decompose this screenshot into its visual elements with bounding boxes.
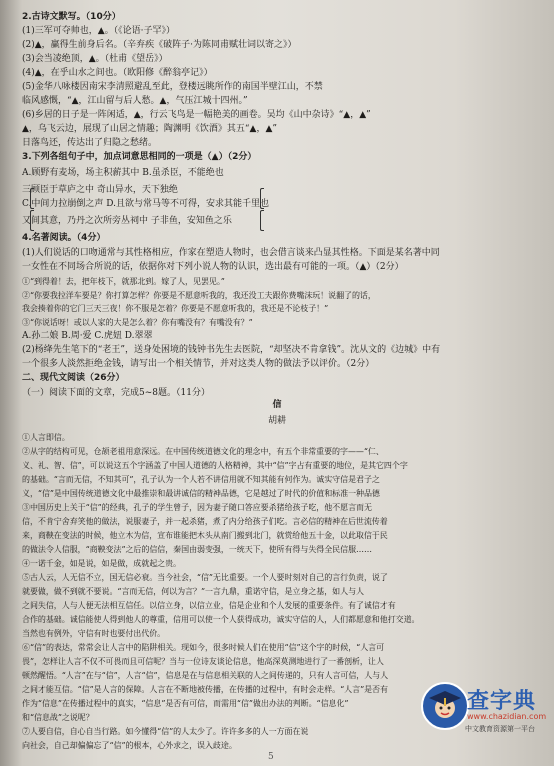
text-line: 2.古诗文默写。（10分） (22, 12, 121, 22)
option-brace-a (30, 188, 34, 209)
text-line: 一个很多人淡然拒绝金钱，请写出一个相关情节，并对这类人物的做法予以评价。（2分） (22, 359, 375, 369)
option-brace-c (30, 210, 34, 231)
text-line: 我会揍着你的它门三天三夜！你不服是怎着？你要是不愿意听我的，我还是不论枝子！” (22, 304, 329, 313)
text-line: 义、礼、智、信”，可以说这五个字涵盖了中国人道德的人格精神，其中“信”字占有重要的地位，是其它四个字 (22, 461, 408, 470)
logo-subtitle: 中文教育资源第一平台 (465, 725, 535, 733)
text-line: (2)杨绛先生笔下的“老王”，送身处困境的钱钟书先生去医院，“却坚决不肯拿钱”。沈从文的《边城》中有 (22, 345, 441, 355)
text-line: ④一诺千金，如是说，如是做，成就起之贵。 (22, 559, 181, 568)
text-line: ②从字的结构可见，仓颉老祖用意深远。在中国传统道德文化的理念中，有五个非常重要的字——“仁、 (22, 447, 384, 456)
option-brace-b (260, 188, 264, 209)
graduation-cap-icon (421, 682, 469, 730)
text-line: 信，不肯宁舍弃笑他的做法，说服妻子，并一起杀猪，煮了内分给孩子们吃。言必信的精神在后世流传着 (22, 517, 388, 526)
text-line: A.顾野有麦场，场主积薪其中 B.虽杀臣，不能绝也 (22, 168, 224, 178)
text-line: 临风感慨，“▲，江山留与后人愁。▲，气压江城十四州。” (22, 96, 248, 106)
text-line: ①人言即信。 (22, 433, 70, 442)
page-edge-shadow (0, 0, 22, 766)
page-number: 5 (268, 752, 274, 762)
text-line: 信 (272, 400, 282, 410)
text-line: (3)会当凌绝顶，▲。（杜甫《望岳》） (22, 54, 168, 64)
text-line: ③“你说话呀！或以人家的大是怎么着？你有嘴没有？有嘴没有？” (22, 318, 253, 327)
text-line: 三顾臣于草庐之中 奇山异水，天下独绝 (22, 185, 178, 195)
text-line: (2)▲，赢得生前身后名。（辛弃疾《破阵子·为陈同甫赋壮词以寄之》） (22, 40, 297, 50)
text-line: A.孙二娘 B.周·爱 C.虎妞 D.翠翠 (22, 331, 153, 341)
text-line: C.中间力拉崩倒之声 D.且欲与常马等不可得，安求其能千里也 (22, 199, 270, 209)
text-line: 就要做，做不到就不要说。“言而无信，何以为言？”一言九鼎，重诺守信，是立身之基，如人与人 (22, 587, 364, 596)
text-line: 又间其意，乃丹之次所旁丛祠中 子非鱼，安知鱼之乐 (22, 216, 232, 226)
text-line: 3.下列各组句子中，加点词意思相同的一项是（▲）（2分） (22, 152, 257, 162)
text-line: 义，“信”是中国传统道德文化中最推崇和最讲诚信的精神品德，它是越过了时代的价值和标准一种品德 (22, 489, 380, 498)
text-line: 的基础。“言而无信，不知其可”，孔子认为一个人若不讲信用就不知其能有何作为。诚实守信是君子之 (22, 475, 380, 484)
text-line: 二、现代文阅读（26分） (22, 373, 125, 383)
logo-url: www.chazidian.com (467, 712, 547, 721)
text-line: (4)▲，在乎山水之间也。（欧阳修《醉翁亭记》） (22, 68, 213, 78)
text-line: ⑤古人云，人无信不立，国无信必衰。当今社会，“信”无比重要。一个人要时刻对自己的言行负责，说了 (22, 573, 388, 582)
text-line: 当然也有例外，守信有时也要付出代价。 (22, 629, 166, 638)
text-line: 顿然醒悟。“人言”在与“信”，人言“信”，信息是在与信息相关联的人之间传递的，只有人言可信，人与人 (22, 671, 389, 680)
text-line: ⑦人要自信，自心自当行路。如今懂得“信”的人太少了。许许多多的人一方面在说 (22, 727, 309, 736)
text-line: 一女性在不同场合所说的话，依据你对下列小说人物的认识，选出最有可能的一项。（▲）（2分） (22, 262, 404, 272)
text-line: 合作的基础。诚信能使人得到他人的尊重，信用可以使一个人获得成功，诚实守信的人，人们都愿意和他打交道。 (22, 615, 420, 624)
text-line: (5)金华八咏楼因南宋李清照避乱至此，登楼远眺所作的南国半壁江山，不禁 (22, 82, 323, 92)
option-brace-d (260, 210, 264, 231)
text-line: 畏”，怎样让人言不仅不可畏而且可信呢？当与一位诗友谈论信息，他高深莫测地进行了一番剖析，让人 (22, 657, 384, 666)
text-line: （一）阅读下面的文章，完成5~8题。（11分） (22, 388, 210, 398)
text-line: (1)三军可夺帅也，▲。（《论语·子罕》） (22, 26, 176, 36)
text-line: 来，商鞅在变法的时候，他立木为信，宣布谁能把木头从南门搬到北门，就赏给他五十金，以此取信于民 (22, 531, 388, 540)
text-line: 胡耕 (267, 416, 286, 426)
text-line: ▲，乌飞云边，展现了山居之情趣；陶渊明《饮酒》其五“▲，▲” (22, 124, 277, 134)
text-line: 之间才能互信。“信”是人言的保障。人言在不断地被传播，在传播的过程中，有时会走样。“人言”是否有 (22, 685, 388, 694)
text-line: (1)人们说话的口吻通常与其性格相应，作家在塑造人物时，也会借言谈来凸显其性格。下面是某名著中同 (22, 248, 440, 258)
text-line: ②“你要我拉洋车要是？你打算怎样？你要是不愿意听我的，我还没工夫跟你费嘴沫玩！说翻了的话， (22, 291, 376, 300)
logo-name: 查字典 (467, 689, 537, 714)
text-line: ①“到得着！去，把年枝下，就那北到。嫁了人，见罢见。” (22, 277, 225, 286)
text-line: 向社会，自己却偏偏忘了“信”的根本，心外求之，误入歧途。 (22, 741, 237, 750)
text-line: (6)乡居的日子是一阵闲适，▲，行云飞鸟是一幅艳美的画卷。吴均《山中杂诗》“▲，▲” (22, 110, 371, 120)
text-line: 日落鸟还，传达出了归隐之愁绪。 (22, 138, 158, 148)
text-line: 的做法令人信服，“商鞅变法”之后的信信，秦国由弱变强，一统天下，使所有得与失得全民信服…… (22, 545, 372, 554)
text-line: ③中国历史上关于“信”的经典，孔子的学生曾子，因为妻子随口答应要杀猪给孩子吃，他不愿言而无 (22, 503, 372, 512)
watermark-logo (415, 678, 547, 754)
text-line: ⑥“信”的表达，常常会让人言中的陷阱相关。现如今，很多时候人们在使用“信”这个字的时候，“人言可 (22, 643, 385, 652)
text-line: 作为“信息”在传播过程中的真实，“信息”是否有可信，而需用“信”做出办法的判断。“信息化” (22, 699, 349, 708)
text-line: 和“信息战”之说呢？ (22, 713, 94, 722)
text-line: 之间失信，人与人便无法相互信任。以信立身，以信立业，信是企业和个人发展的重要条件。有了诚信才有 (22, 601, 396, 610)
text-line: 4.名著阅读。（4分） (22, 233, 106, 243)
